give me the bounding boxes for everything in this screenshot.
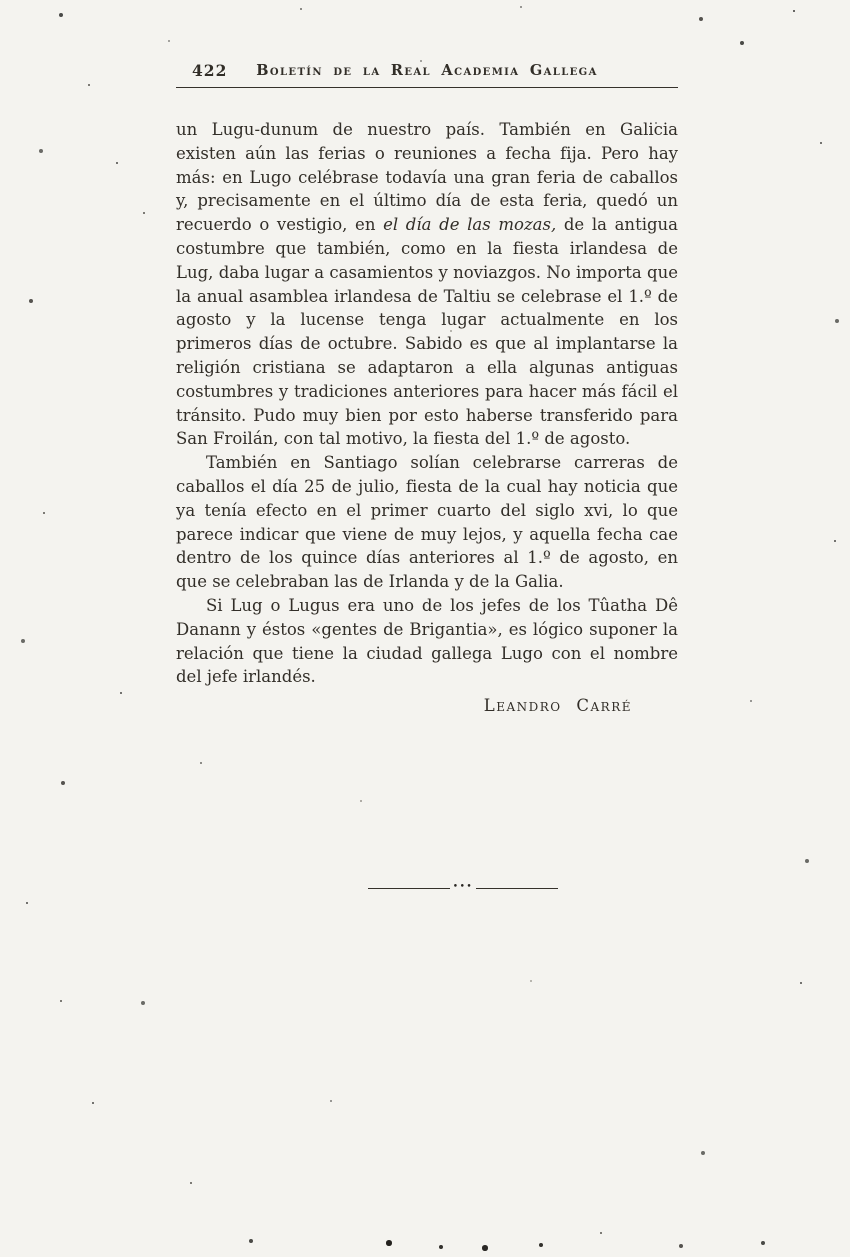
divider-line-right [476,888,558,889]
paragraph-1 [176,118,678,451]
paragraph-1-text: un Lugu-dunum de nuestro país. También en Galicia existen aún las ferias o reuniones a fecha fija. Pero hay más: en Lugo celébrase todavía una gran feria de caballos y, precisamente en el último día de esta feria, quedó un recuerdo o vestigio, en [176,120,678,235]
page-header [176,60,678,88]
page-number: 422 [192,61,228,80]
paragraph-3: Si Lug o Lugus era uno de los jefes de los Tûatha Dê Danann y éstos «gentes de Brigantia», es lógico suponer la relación que tiene la ciudad gallega Lugo con el nombre del jefe irlandés. [176,595,678,687]
paragraph-1-italic-phrase: el día de las mozas, [383,215,557,235]
page-content [176,60,678,718]
journal-title: Boletín de la Real Academia Gallega [256,62,598,79]
paragraph-2: También en Santiago solían celebrarse carreras de caballos el día 25 de julio, fiesta de la cual hay noticia que ya tenía efecto en el primer cuarto del siglo xvi, lo que parece indicar que viene de muy lejos, y aquella fecha cae dentro de los quince días anteriores al 1.º de agosto, en que se celebraban las de Irlanda y de la Galia. [176,453,678,592]
author-signature: Leandro Carré [483,696,632,716]
article-body [176,118,678,718]
section-divider [368,884,558,893]
paragraph-1-text-cont: de la antigua costumbre que también, como en la fiesta irlandesa de Lug, daba lugar a casamientos y noviazgos. No importa que la anual asamblea irlandesa de Taltiu se celebrase el 1.º de agosto y la lucense tenga lugar actualmente en los primeros días de octubre. Sabido es que al implantarse la religión cristiana se adaptaron a ella algunas antiguas costumbres y tradiciones anteriores para hacer más fácil el tránsito. Pudo muy bien por esto haberse transferido para San Froilán, con tal motivo, la fiesta del 1.º de agosto. [176,215,678,449]
divider-ornament-icon: ••• [452,882,474,892]
divider-line-left [368,888,450,889]
